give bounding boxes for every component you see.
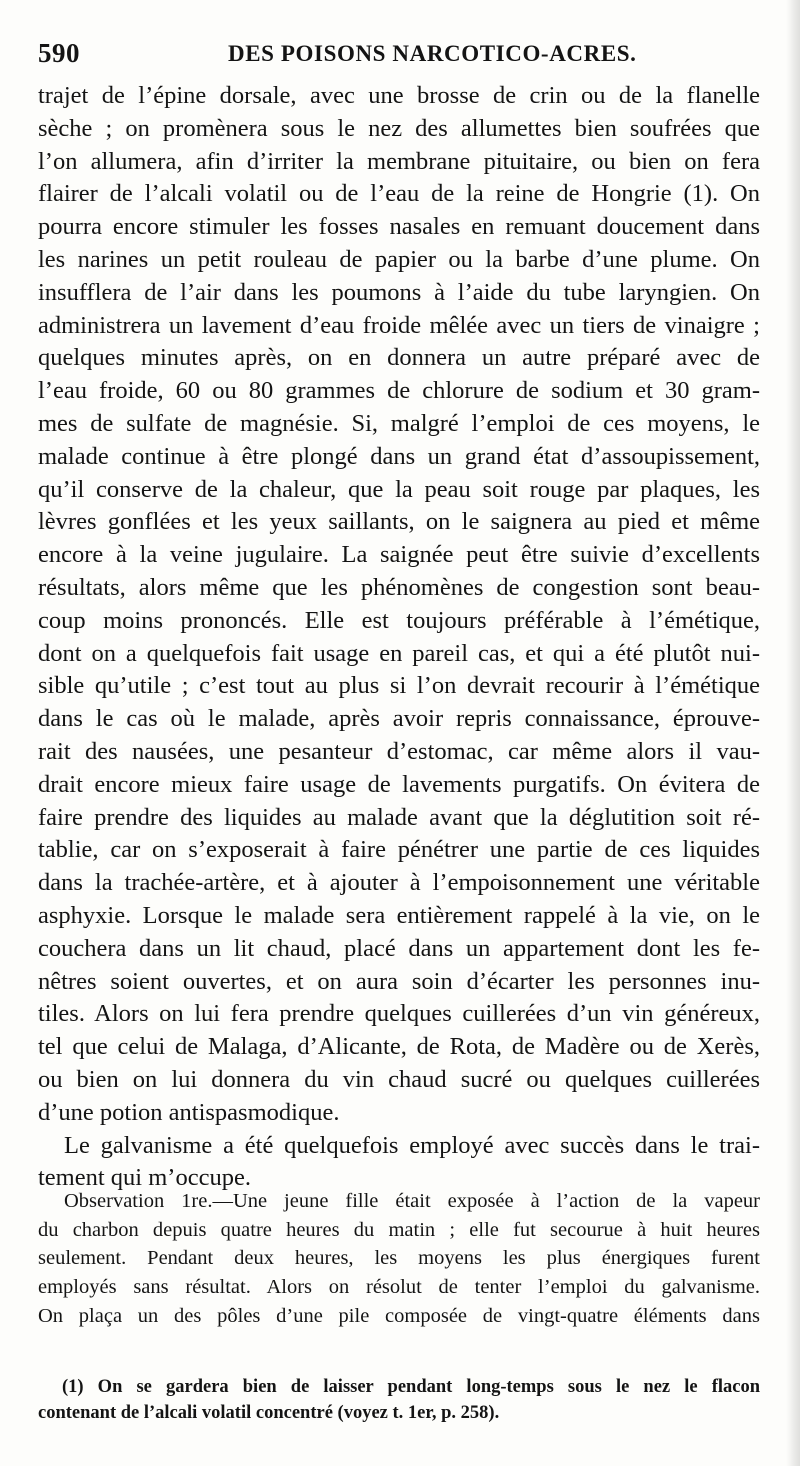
- text-line: tement qui m’occupe.: [38, 1164, 251, 1192]
- text-line: administrera un lavement d’eau froide mêlée avec un tiers de vinaigre ;: [38, 311, 760, 339]
- text-line: trajet de l’épine dorsale, avec une brosse de crin ou de la flanelle: [38, 82, 760, 109]
- text-line: drait encore mieux faire usage de lavements purgatifs. On évitera de: [38, 770, 760, 798]
- text-line: sible qu’utile ; c’est tout au plus si l’on devrait recourir à l’émétique: [38, 672, 760, 700]
- text-line: sèche ; on promènera sous le nez des allumettes bien soufrées que: [38, 114, 760, 142]
- text-line: malade continue à être plongé dans un grand état d’assoupissement,: [38, 442, 760, 470]
- page-edge-shadow: [786, 0, 800, 1466]
- text-line: l’eau froide, 60 ou 80 grammes de chlorure de sodium et 30 gram-: [38, 377, 760, 405]
- text-line: asphyxie. Lorsque le malade sera entièrement rappelé à la vie, on le: [38, 901, 760, 929]
- body-text: [38, 80, 760, 1195]
- running-head: DES POISONS NARCOTICO-ACRES.: [228, 41, 637, 66]
- text-line: faire prendre des liquides au malade avant que la déglutition soit ré-: [38, 803, 760, 831]
- text-line: flairer de l’alcali volatil ou de l’eau de la reine de Hongrie (1). On: [38, 180, 760, 208]
- text-line: rait des nausées, une pesanteur d’estomac, car même alors il vau-: [38, 737, 760, 765]
- text-line: pourra encore stimuler les fosses nasales en remuant doucement dans: [38, 213, 760, 241]
- observation-line: du charbon depuis quatre heures du matin ; elle fut secourue à huit heures: [38, 1218, 760, 1241]
- observation-line: Observation 1re.—Une jeune fille était exposée à l’action de la vapeur: [64, 1190, 760, 1212]
- text-line: l’on allumera, afin d’irriter la membrane pituitaire, ou bien on fera: [38, 147, 760, 175]
- text-line: résultats, alors même que les phénomènes de congestion sont beau-: [38, 573, 760, 601]
- page-header: [38, 38, 760, 72]
- observation-block: [38, 1187, 760, 1330]
- text-line: lèvres gonflées et les yeux saillants, on le saignera au pied et même: [38, 508, 760, 536]
- observation-line: employés sans résultat. Alors on résolut de tenter l’emploi du galvanisme.: [38, 1276, 760, 1299]
- text-line: dont on a quelquefois fait usage en pareil cas, et qui a été plutôt nui-: [38, 639, 760, 667]
- text-line: tiles. Alors on lui fera prendre quelques cuillerées d’un vin généreux,: [38, 1000, 760, 1028]
- text-line: tel que celui de Malaga, d’Alicante, de Rota, de Madère ou de Xerès,: [38, 1033, 760, 1061]
- text-line: dans la trachée-artère, et à ajouter à l’empoisonnement une véritable: [38, 869, 760, 897]
- text-line: tablie, car on s’exposerait à faire pénétrer une partie de ces liquides: [38, 836, 760, 864]
- text-line: ou bien on lui donnera du vin chaud sucré ou quelques cuillerées: [38, 1065, 760, 1093]
- text-line: encore à la veine jugulaire. La saignée peut être suivie d’excellents: [38, 541, 760, 569]
- text-line: dans le cas où le malade, après avoir repris connaissance, éprouve-: [38, 705, 760, 733]
- footnote-line: (1) On se gardera bien de laisser pendant long-temps sous le nez le flacon: [62, 1377, 760, 1397]
- text-line: nêtres soient ouvertes, et on aura soin d’écarter les personnes inu-: [38, 967, 760, 995]
- text-line: coup moins prononcés. Elle est toujours préférable à l’émétique,: [38, 606, 760, 634]
- text-line: quelques minutes après, on en donnera un autre préparé avec de: [38, 344, 760, 372]
- text-line: Le galvanisme a été quelquefois employé avec succès dans le trai-: [64, 1131, 760, 1159]
- text-line: les narines un petit rouleau de papier ou la barbe d’une plume. On: [38, 245, 760, 273]
- observation-line: On plaça un des pôles d’une pile composée de vingt-quatre éléments dans: [38, 1304, 760, 1327]
- page-number: 590: [38, 38, 80, 68]
- text-line: qu’il conserve de la chaleur, que la peau soit rouge par plaques, les: [38, 475, 760, 503]
- text-line: insufflera de l’air dans les poumons à l’aide du tube laryngien. On: [38, 278, 760, 306]
- text-line: couchera dans un lit chaud, placé dans un appartement dont les fe-: [38, 934, 760, 962]
- text-line: d’une potion antispasmodique.: [38, 1098, 340, 1126]
- text-line: mes de sulfate de magnésie. Si, malgré l’emploi de ces moyens, le: [38, 409, 760, 437]
- footnote-line: contenant de l’alcali volatil concentré (voyez t. 1er, p. 258).: [38, 1403, 500, 1423]
- observation-line: seulement. Pendant deux heures, les moyens les plus énergiques furent: [38, 1247, 760, 1270]
- footnote: [38, 1374, 760, 1426]
